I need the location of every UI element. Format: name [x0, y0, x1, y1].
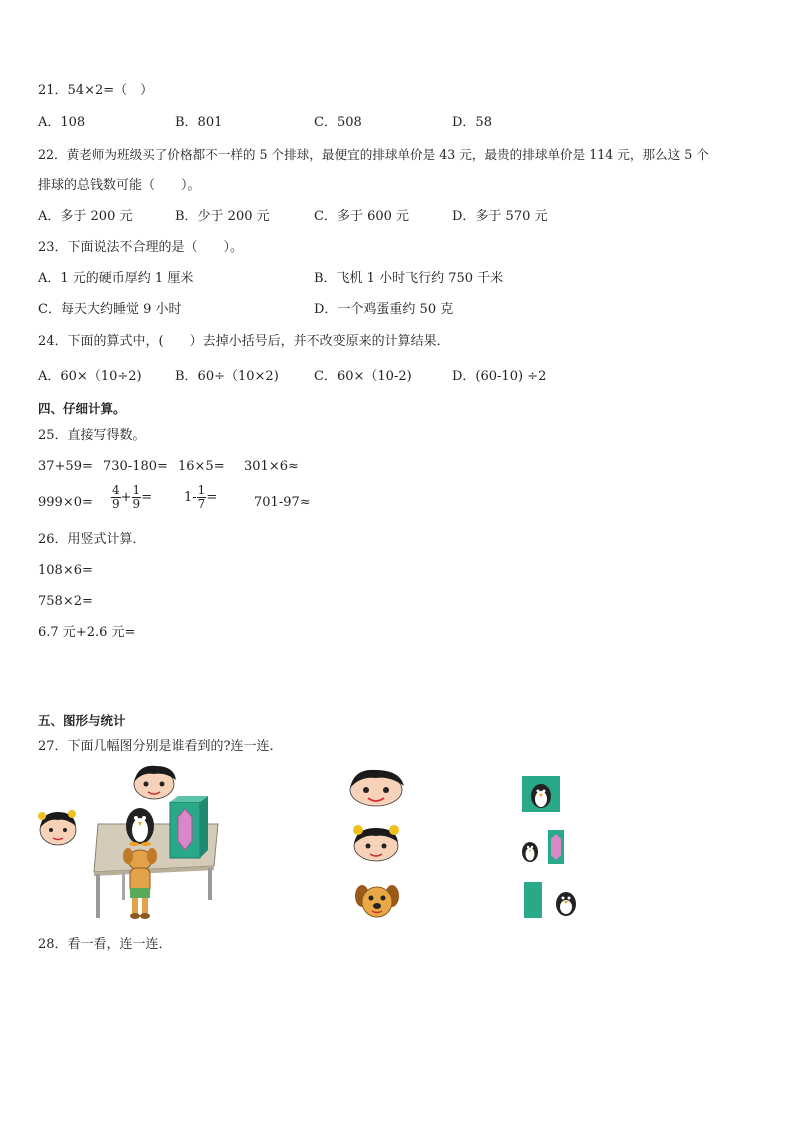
- q25-calc-3: 16×5=: [178, 459, 225, 474]
- q23-option-c: C．每天大约睡觉 9 小时: [38, 302, 182, 317]
- boy-face-illustration: [134, 766, 176, 799]
- girl-face-icon[interactable]: [348, 822, 404, 862]
- fraction-1-9: $\frac{1}{9}$: [132, 483, 141, 511]
- section4-title: 四、仔细计算。: [38, 401, 126, 416]
- teal-box-illustration: [170, 796, 208, 858]
- q27-stem: 27．下面几幅图分别是谁看到的?连一连.: [38, 739, 274, 754]
- q22-option-d: D．多于 570 元: [452, 209, 548, 224]
- q26-item-1: 108×6=: [38, 563, 93, 578]
- q22-option-c: C．多于 600 元: [314, 209, 410, 224]
- q25-calc-6: $\frac{4}{9}$ + $\frac{1}{9}$ =: [112, 483, 153, 511]
- q25-calc-7: 1- $\frac{1}{7}$ =: [184, 483, 218, 511]
- section5-title: 五、图形与统计: [38, 713, 126, 728]
- q25-calc-8: 701-97≈: [254, 495, 311, 510]
- q25-calc-2: 730-180=: [103, 459, 168, 474]
- q25-stem: 25．直接写得数。: [38, 428, 146, 443]
- view-box-penguin-right-icon[interactable]: [524, 882, 580, 918]
- boy-face-icon[interactable]: [346, 768, 408, 808]
- q24-option-b: B．60÷（10×2): [175, 369, 279, 384]
- q25-calc-4: 301×6≈: [244, 459, 299, 474]
- q21-stem: 21．54×2=（ ）: [38, 83, 154, 98]
- view-penguin-left-box-icon[interactable]: [520, 830, 566, 864]
- q28-stem: 28．看一看，连一连．: [38, 937, 172, 952]
- q21-option-d: D．58: [452, 115, 492, 130]
- q22-stem-line1: 22．黄老师为班级买了价格都不一样的 5 个排球，最便宜的排球单价是 43 元，最贵的排球单价是 114 元，那么这 5 个: [38, 147, 709, 162]
- q21-option-b: B．801: [175, 115, 223, 130]
- q23-option-b: B．飞机 1 小时飞行约 750 千米: [314, 271, 504, 286]
- fraction-1-7: $\frac{1}{7}$: [197, 483, 206, 511]
- q23-option-a: A．1 元的硬币厚约 1 厘米: [38, 271, 194, 286]
- q22-option-a: A．多于 200 元: [38, 209, 133, 224]
- q22-stem-line2: 排球的总钱数可能（ ）。: [38, 178, 201, 193]
- q24-stem: 24．下面的算式中，( ）去掉小括号后，并不改变原来的计算结果．: [38, 334, 450, 349]
- q24-option-a: A．60×（10÷2): [38, 369, 142, 384]
- girl-face-illustration: [38, 810, 76, 845]
- q23-option-d: D．一个鸡蛋重约 50 克: [314, 302, 454, 317]
- q26-stem: 26．用竖式计算．: [38, 532, 146, 547]
- q26-item-3: 6.7 元+2.6 元=: [38, 625, 136, 640]
- q25-calc-5: 999×0=: [38, 495, 93, 510]
- q22-option-b: B．少于 200 元: [175, 209, 270, 224]
- q21-option-c: C．508: [314, 115, 362, 130]
- q25-calc-1: 37+59=: [38, 459, 93, 474]
- q24-option-c: C．60×（10-2): [314, 369, 412, 384]
- q23-stem: 23．下面说法不合理的是（ ）。: [38, 240, 244, 255]
- q24-option-d: D．(60-10) ÷2: [452, 369, 547, 384]
- fraction-4-9: $\frac{4}{9}$: [112, 483, 120, 511]
- dog-face-icon[interactable]: [354, 880, 400, 920]
- dog-illustration: [123, 848, 157, 919]
- q26-item-2: 758×2=: [38, 594, 93, 609]
- q27-scene-illustration: [36, 762, 226, 922]
- view-penguin-front-box-icon[interactable]: [522, 776, 560, 812]
- q21-option-a: A．108: [38, 115, 86, 130]
